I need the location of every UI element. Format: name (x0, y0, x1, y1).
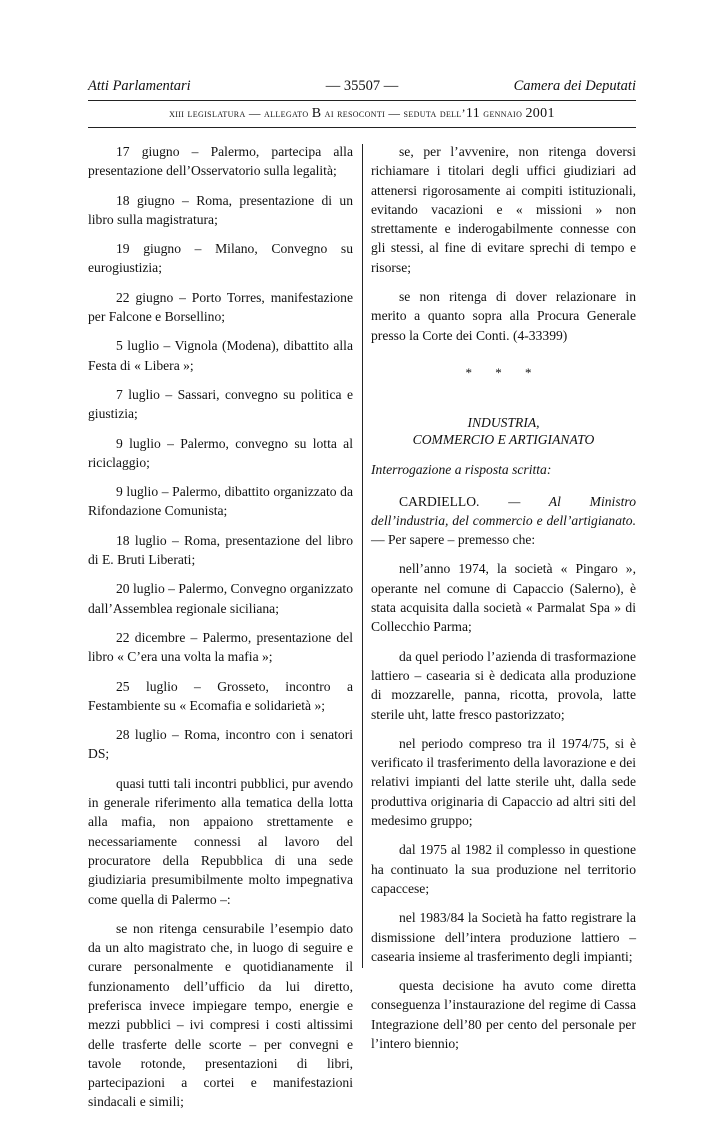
subheader-year: 2001 (525, 106, 555, 121)
paragraph: nel periodo compreso tra il 1974/75, si è verificato il trasferimento della lavorazione e dei relativi impianti del latte sterile uht, dalla sede produttiva originaria di Capaccio ad altri siti del medesimo gruppo; (371, 735, 636, 829)
paragraph: 19 giugno – Milano, Convegno su eurogiustizia; (88, 241, 353, 276)
paragraph: questa decisione ha avuto come diretta conseguenza l’instaurazione del regime di Cassa Integrazione dell’80 per cento del personale per l’intero biennio; (371, 978, 636, 1051)
page-number: — 35507 — (325, 78, 399, 94)
header-right: Camera dei Deputati (513, 78, 636, 94)
header-left: Atti Parlamentari (88, 78, 191, 94)
subheader-letter: B (311, 106, 322, 121)
page-header (88, 78, 636, 98)
paragraph: 17 giugno – Palermo, partecipa alla presentazione dell’Osservatorio sulla legalità; (88, 144, 353, 179)
subheader-rule (88, 127, 636, 128)
paragraph: 18 giugno – Roma, presentazione di un libro sulla magistratura; (88, 192, 353, 227)
paragraph: 5 luglio – Vignola (Modena), dibattito alla Festa di « Libera »; (88, 338, 353, 373)
left-column (88, 142, 353, 1122)
paragraph: se, per l’avvenire, non ritenga doversi richiamare i titolari degli uffici giudiziari ad attenersi rigorosamente ai compiti istituzionali, evitando vacazioni e « missioni » non strettamente e inderogabilmente connesse con gli stessi, al fine di evitare sprechi di tempo e risorse; (371, 144, 636, 275)
column-divider (362, 144, 363, 968)
paragraph: dal 1975 al 1982 il complesso in questione ha continuato la sua produzione nel territorio capaccese; (371, 842, 636, 896)
paragraph: 7 luglio – Sassari, convegno su politica e giustizia; (88, 386, 353, 422)
session-subheader (88, 106, 636, 124)
paragraph: da quel periodo l’azienda di trasformazione lattiero – casearia si è dedicata alla produzione di mozzarelle, panna, ricotta, provola, latte sterile uht, latte fresco pastorizzato; (371, 648, 636, 722)
two-column-body (88, 142, 636, 1122)
paragraph: 20 luglio – Palermo, Convegno organizzato dall’Assemblea regionale siciliana; (88, 581, 353, 616)
section-title-line2: COMMERCIO E ARTIGIANATO (412, 432, 595, 448)
header-rule (88, 100, 636, 101)
paragraph: 22 giugno – Porto Torres, manifestazione per Falcone e Borsellino; (88, 289, 353, 325)
interrogation-type: Interrogazione a risposta scritta: (371, 462, 552, 478)
subheader-part1: xiii legislatura — allegato (169, 107, 312, 120)
paragraph: 18 luglio – Roma, presentazione del libro di E. Bruti Liberati; (88, 532, 353, 568)
interrogation-author: CARDIELLO. (399, 493, 480, 509)
section-title-line1: INDUSTRIA, (467, 415, 540, 431)
paragraph: 9 luglio – Palermo, dibattito organizzato da Rifondazione Comunista; (88, 484, 353, 519)
paragraph: quasi tutti tali incontri pubblici, pur avendo in generale riferimento alla tematica della lotta alla mafia, non appaiono strettamente e necessariamente connessi al lavoro del procuratore della Repubblica di una sede giudiziaria presumibilmente molto impegnativa come quella di Palermo –: (88, 775, 353, 907)
document-page (88, 78, 636, 1122)
paragraph: 9 luglio – Palermo, convegno su lotta al riciclaggio; (88, 435, 353, 470)
paragraph: 22 dicembre – Palermo, presentazione del libro « C’era una volta la mafia »; (88, 629, 353, 665)
interrogation-intro: — Per sapere – premesso che: (371, 532, 536, 548)
section-title (371, 414, 636, 448)
subheader-part3: gennaio (480, 107, 526, 120)
paragraph: 25 luglio – Grosseto, incontro a Festambiente su « Ecomafia e solidarietà »; (88, 678, 353, 713)
paragraph: nel 1983/84 la Società ha fatto registrare la dismissione dell’intera produzione lattiero – casearia insieme al trasferimento degli impianti; (371, 910, 636, 964)
interrogation-opening (371, 492, 636, 550)
right-top-paragraphs (371, 142, 636, 345)
paragraph: se non ritenga di dover relazionare in merito a quanto sopra alla Procura Generale presso la Corte dei Conti. (4-33399) (371, 289, 636, 343)
right-column (371, 142, 636, 1122)
interrogation-addressee: — Al Ministro dell’industria, del commercio e dell’artigianato. (371, 493, 636, 528)
section-separator: * * * (465, 364, 542, 380)
subheader-part2: ai resoconti — seduta dell’ (321, 107, 466, 120)
paragraph: nell’anno 1974, la società « Pingaro », operante nel comune di Capaccio (Salerno), è stata acquisita dalla società « Parmalat Spa » di Collecchio Parma; (371, 561, 636, 635)
right-bottom-paragraphs (371, 559, 636, 1053)
paragraph: 28 luglio – Roma, incontro con i senatori DS; (88, 727, 353, 762)
paragraph: se non ritenga censurabile l’esempio dato da un alto magistrato che, in luogo di seguire e curare personalmente e quotidianamente il funzionamento dell’ufficio da lui diretto, preferisca invece impiegare tempo, energie e mezzi pubblici – ivi compresi i costi altissimi delle trasferte delle scorte – per convegni e tavole rotonde, presentazioni di libri, partecipazioni a cortei e manifestazioni sindacali e simili; (88, 920, 353, 1110)
subheader-day: 11 (465, 106, 481, 121)
